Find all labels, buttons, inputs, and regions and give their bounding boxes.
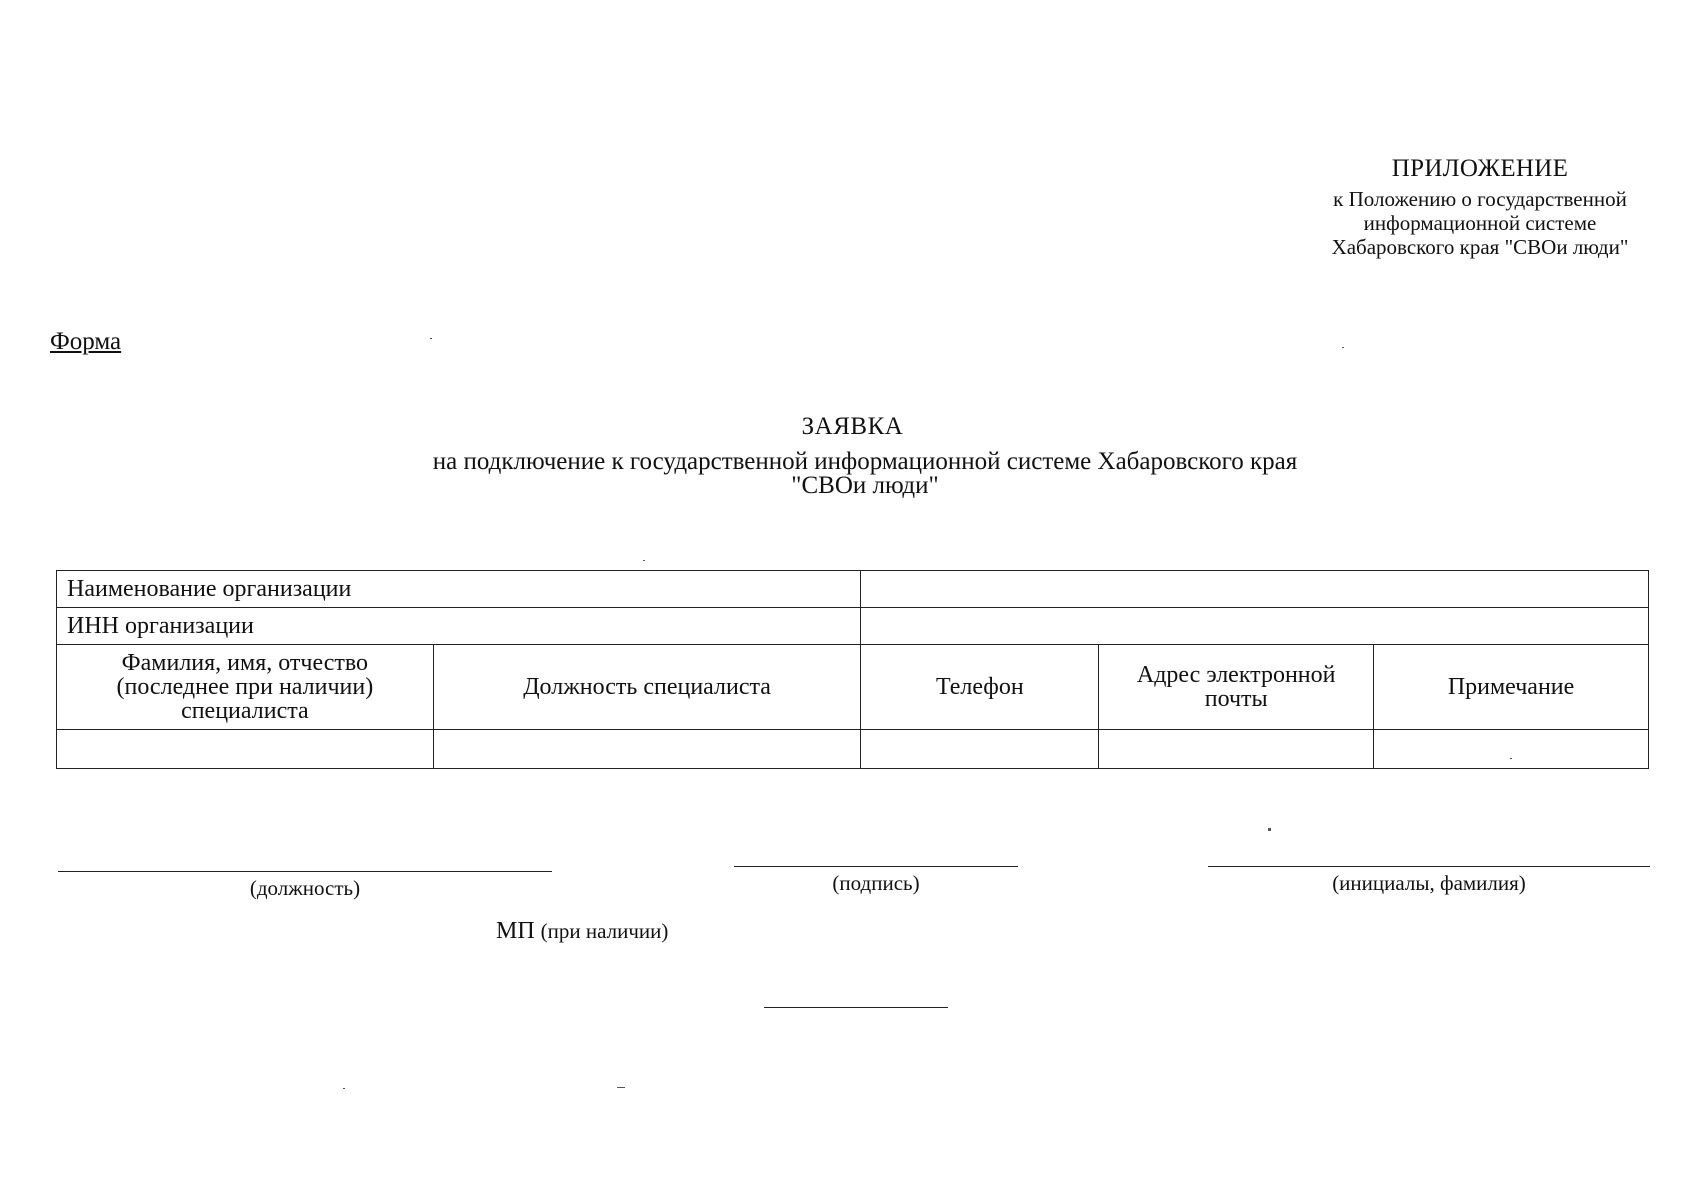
document-subtitle-line-2: "СВОи люди" [791, 472, 939, 499]
column-header-full-name: Фамилия, имя, отчество (последнее при наличии) специалиста [57, 645, 434, 730]
scan-speck [1510, 758, 1512, 759]
name-caption: (инициалы, фамилия) [1332, 871, 1526, 895]
column-header-email: Адрес электронной почты [1099, 645, 1374, 730]
org-inn-value[interactable] [861, 608, 1649, 645]
position-signature-line[interactable] [58, 871, 552, 872]
cell-email[interactable] [1099, 730, 1374, 769]
org-inn-row [57, 608, 1649, 645]
closing-line [764, 1007, 948, 1008]
signature-caption: (подпись) [832, 871, 920, 895]
document-subtitle [300, 450, 1400, 498]
stamp-mp: МП [496, 918, 535, 944]
appendix-title: ПРИЛОЖЕНИЕ [1391, 155, 1569, 182]
cell-full-name[interactable] [57, 730, 434, 769]
scan-speck [343, 1088, 345, 1089]
appendix-line-3: Хабаровского края "СВОи люди" [1331, 235, 1629, 259]
name-signature-line[interactable] [1208, 866, 1650, 867]
appendix-block [1290, 155, 1670, 259]
org-inn-label: ИНН организации [57, 608, 861, 645]
scan-speck [643, 560, 645, 561]
scan-speck [617, 1087, 625, 1088]
column-header-position: Должность специалиста [433, 645, 861, 730]
scan-speck [430, 338, 432, 339]
table-row [57, 730, 1649, 769]
org-name-row [57, 571, 1649, 608]
position-caption: (должность) [249, 876, 361, 900]
org-name-label: Наименование организации [57, 571, 861, 608]
org-name-value[interactable] [861, 571, 1649, 608]
appendix-line-2: информационной системе [1363, 211, 1597, 235]
signature-line[interactable] [734, 866, 1018, 867]
stamp-label [496, 918, 668, 945]
request-table [56, 570, 1649, 769]
appendix-line-1: к Положению о государственной [1333, 187, 1627, 211]
document-title: ЗАЯВКА [801, 413, 904, 440]
cell-position[interactable] [433, 730, 861, 769]
document-subtitle-line-1: на подключение к государственной информационной системе Хабаровского края [432, 448, 1298, 475]
column-header-phone: Телефон [861, 645, 1099, 730]
scan-speck [1268, 828, 1271, 831]
table-header-row [57, 645, 1649, 730]
cell-note[interactable] [1374, 730, 1649, 769]
scan-speck [1342, 347, 1344, 348]
cell-phone[interactable] [861, 730, 1099, 769]
form-label: Форма [50, 328, 122, 355]
column-header-note: Примечание [1374, 645, 1649, 730]
stamp-note: (при наличии) [540, 919, 669, 943]
